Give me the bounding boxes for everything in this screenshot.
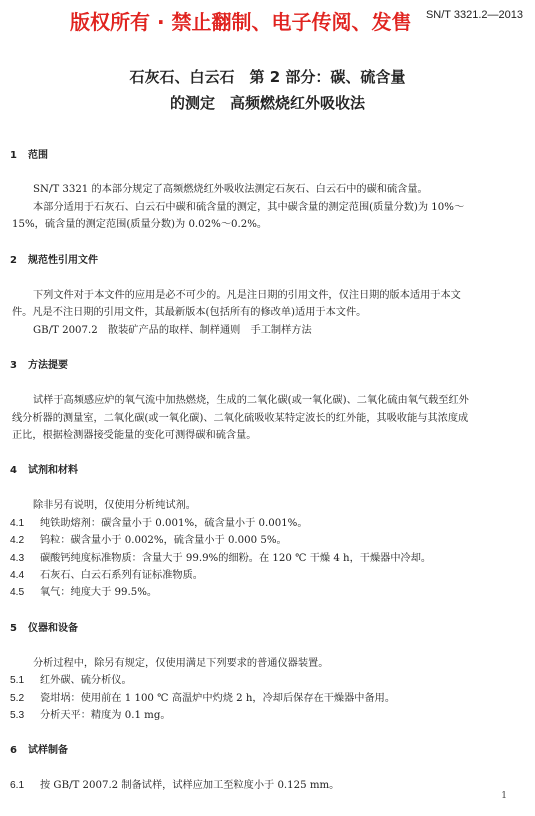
item-text: 氧气：纯度大于 99.5%。	[40, 587, 158, 598]
item-number: 5.3	[10, 710, 25, 721]
section-title: 方法提要	[28, 360, 68, 371]
section-title: 范围	[28, 150, 48, 161]
section-4-heading	[10, 461, 78, 476]
item-number: 5.1	[10, 675, 25, 686]
normative-paragraph-line-1: 下列文件对于本文件的应用是必不可少的。凡是注日期的引用文件，仅注日期的版本适用于本文	[33, 290, 461, 301]
section-title: 试样制备	[28, 745, 68, 756]
apparatus-item	[10, 671, 132, 686]
section-2-heading	[10, 251, 98, 266]
item-text: 纯铁助熔剂：碳含量小于 0.001%，硫含量小于 0.001%。	[40, 518, 308, 529]
section-number: 6	[10, 745, 17, 756]
normative-reference: GB/T 2007.2 散装矿产品的取样、制样通则 手工制样方法	[33, 325, 312, 336]
item-text: 碳酸钙纯度标准物质：含量大于 99.9%的细粉。在 120 ℃ 干燥 4 h，干燥器中冷却。	[40, 553, 432, 564]
section-title: 仪器和设备	[28, 623, 78, 634]
item-number: 4.2	[10, 535, 25, 546]
reagent-item	[10, 583, 157, 598]
section-3-heading	[10, 356, 68, 371]
document-title-line-2: 的测定 高频燃烧红外吸收法	[169, 94, 365, 112]
scope-paragraph-2-line-1: 本部分适用于石灰石、白云石中碳和硫含量的测定，其中碳含量的测定范围(质量分数)为 10%～	[33, 202, 465, 213]
section-title: 试剂和材料	[28, 465, 78, 476]
section-title: 规范性引用文件	[28, 255, 98, 266]
page-number: 1	[501, 791, 507, 801]
item-number: 6.1	[10, 780, 25, 791]
apparatus-intro: 分析过程中，除另有规定，仅使用满足下列要求的普通仪器装置。	[33, 658, 329, 669]
reagent-item	[10, 549, 431, 564]
item-text: 瓷坩埚：使用前在 1 100 ℃ 高温炉中灼烧 2 h，冷却后保存在干燥器中备用。	[40, 693, 396, 704]
apparatus-item	[10, 706, 171, 721]
reagents-intro: 除非另有说明，仅使用分析纯试剂。	[33, 500, 196, 511]
scope-paragraph-1: SN/T 3321 的本部分规定了高频燃烧红外吸收法测定石灰石、白云石中的碳和硫含量。	[33, 184, 428, 195]
section-number: 3	[10, 360, 17, 371]
section-1-heading	[10, 146, 48, 161]
section-6-heading	[10, 741, 68, 756]
section-number: 2	[10, 255, 17, 266]
principle-line-1: 试样于高频感应炉的氧气流中加热燃烧，生成的二氧化碳(或一氧化碳)、二氧化硫由氧气载至红外	[33, 395, 469, 406]
item-number: 5.2	[10, 693, 25, 704]
item-number: 4.1	[10, 518, 25, 529]
item-number: 4.4	[10, 570, 25, 581]
item-text: 红外碳、硫分析仪。	[40, 675, 132, 686]
principle-line-2: 线分析器的测量室，二氧化碳(或一氧化碳)、二氧化硫吸收某特定波长的红外能，其吸收能与其浓度成	[12, 413, 469, 424]
copyright-watermark: 版权所有 · 禁止翻制、电子传阅、发售	[70, 10, 412, 34]
item-text: 按 GB/T 2007.2 制备试样，试样应加工至粒度小于 0.125 mm。	[40, 780, 340, 791]
section-number: 4	[10, 465, 17, 476]
reagent-item	[10, 566, 203, 581]
apparatus-item	[10, 689, 395, 704]
item-number: 4.5	[10, 587, 25, 598]
document-title-line-1: 石灰石、白云石 第 2 部分：碳、硫含量	[129, 68, 406, 86]
item-number: 4.3	[10, 553, 25, 564]
item-text: 石灰石、白云石系列有证标准物质。	[40, 570, 203, 581]
item-text: 钨粒：碳含量小于 0.002%，硫含量小于 0.000 5%。	[40, 535, 287, 546]
scope-paragraph-2-line-2: 15%，硫含量的测定范围(质量分数)为 0.02%～0.2%。	[12, 219, 268, 230]
section-number: 1	[10, 150, 17, 161]
reagent-item	[10, 514, 308, 529]
principle-line-3: 正比，根据检测器接受能量的变化可测得碳和硫含量。	[12, 430, 257, 441]
normative-paragraph-line-2: 件。凡是不注日期的引用文件，其最新版本(包括所有的修改单)适用于本文件。	[12, 307, 367, 318]
section-number: 5	[10, 623, 17, 634]
standard-code: SN/T 3321.2—2013	[425, 9, 523, 21]
item-text: 分析天平：精度为 0.1 mg。	[40, 710, 171, 721]
section-5-heading	[10, 619, 78, 634]
sample-prep-item	[10, 776, 339, 791]
reagent-item	[10, 531, 287, 546]
